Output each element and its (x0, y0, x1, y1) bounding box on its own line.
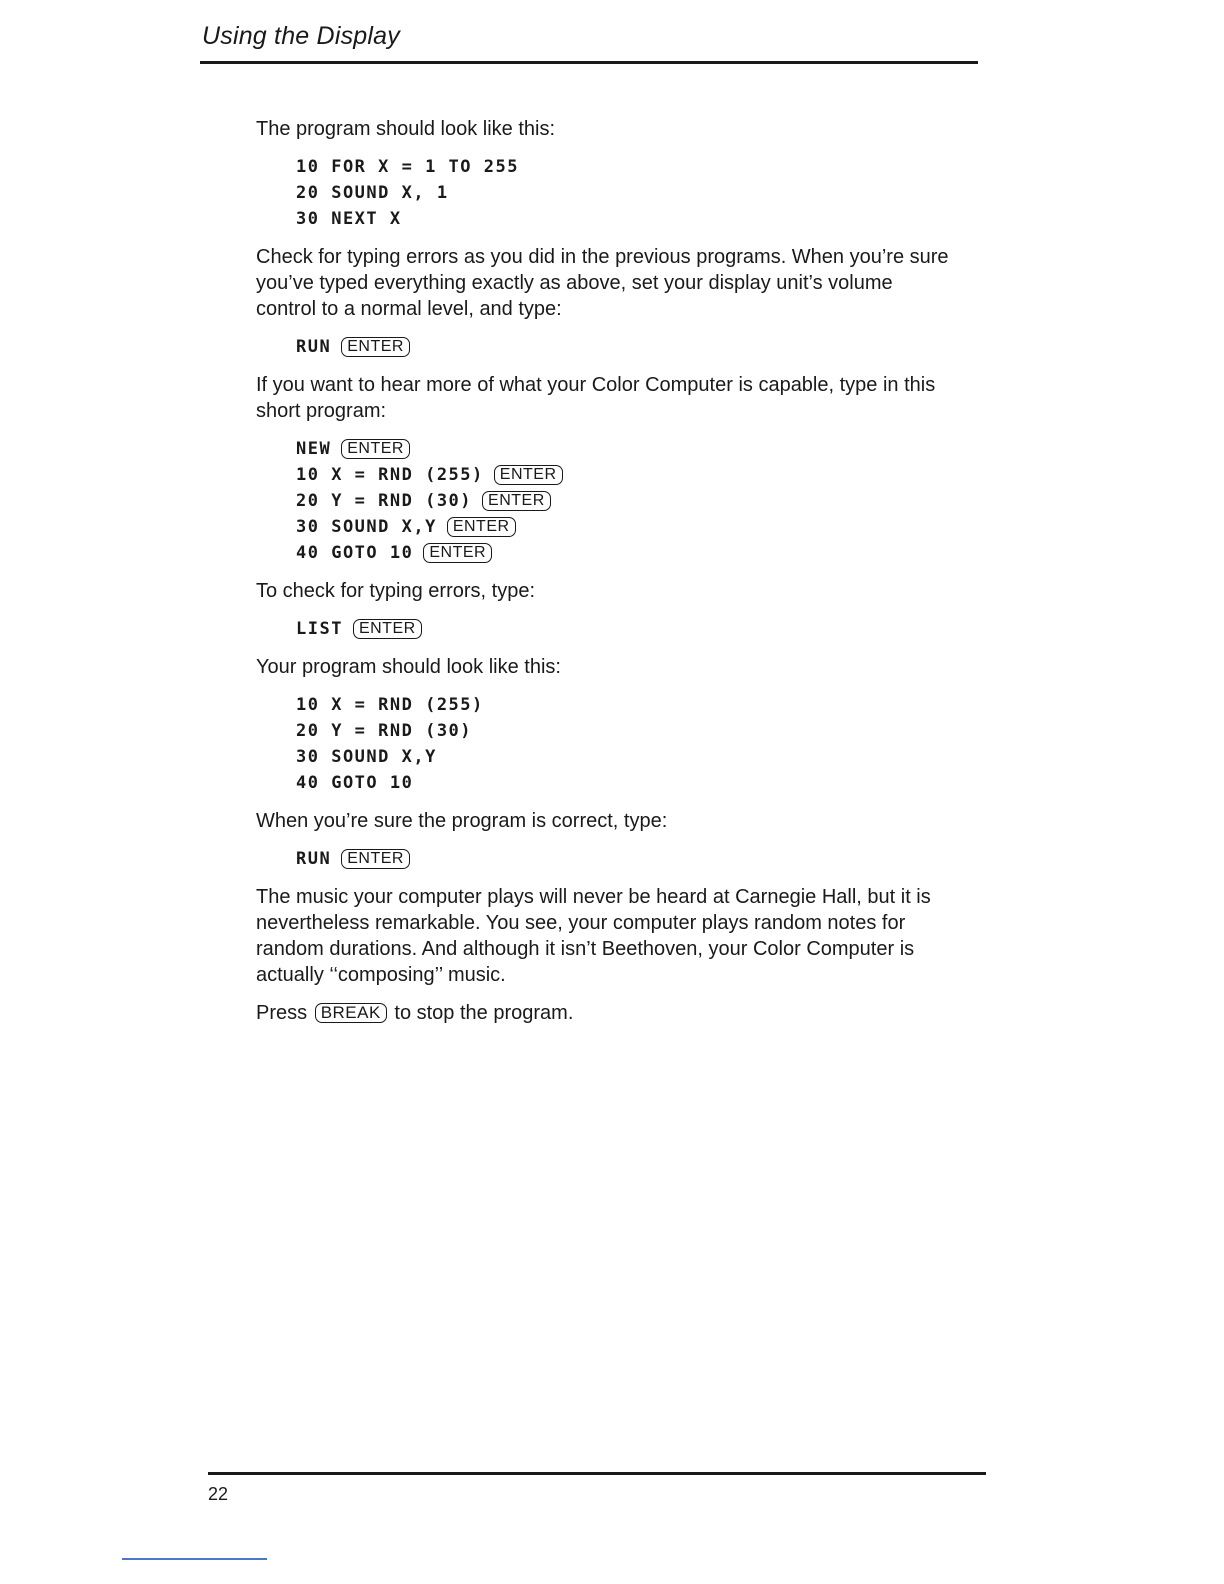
code-line: 30 SOUND X,Y (296, 747, 437, 767)
code-line: 20 SOUND X, 1 (296, 183, 449, 203)
code-block-list (296, 616, 956, 642)
footer-rule (208, 1472, 986, 1475)
enter-key-icon: ENTER (447, 517, 516, 537)
header-rule (200, 61, 978, 64)
paragraph-music: The music your computer plays will never be heard at Carnegie Hall, but it is nevertheless remarkable. You see, your computer plays random notes for random durations. And although it isn’t Beethoven, your Color Computer is actually ‘‘composing’’ music. (256, 886, 931, 986)
code-line: 20 Y = RND (30) (296, 721, 473, 741)
enter-key-icon: ENTER (341, 439, 410, 459)
code-line (296, 488, 956, 514)
code-block-run (296, 334, 956, 360)
code-line: 10 FOR X = 1 TO 255 (296, 157, 519, 177)
enter-key-icon: ENTER (494, 465, 563, 485)
enter-key-icon: ENTER (482, 491, 551, 511)
enter-key-icon: ENTER (341, 849, 410, 869)
code-command: 10 X = RND (255) (296, 465, 484, 485)
stop-text: to stop the program. (394, 1002, 574, 1024)
press-text: Press (256, 1002, 308, 1024)
code-line (296, 540, 956, 566)
code-line (296, 334, 956, 360)
code-block-random-music (296, 436, 956, 566)
paragraph-program-correct: When you’re sure the program is correct, type: (256, 810, 668, 832)
code-command: RUN (296, 849, 332, 869)
code-line (296, 514, 956, 540)
break-key-icon: BREAK (315, 1003, 387, 1023)
enter-key-icon: ENTER (423, 543, 492, 563)
code-block-listing (296, 692, 956, 796)
code-block-run-2 (296, 846, 956, 872)
code-line (296, 846, 956, 872)
paragraph-check-errors: Check for typing errors as you did in the previous programs. When you’re sure you’ve typed everything exactly as above, set your display unit’s volume control to a normal level, and type: (256, 246, 949, 320)
code-command: 30 SOUND X,Y (296, 517, 437, 537)
enter-key-icon: ENTER (341, 337, 410, 357)
code-line (296, 436, 956, 462)
paragraph-check-typing: To check for typing errors, type: (256, 580, 536, 602)
code-block-sound-loop (296, 154, 956, 232)
paragraph-intro: The program should look like this: (256, 118, 556, 140)
code-line: 10 X = RND (255) (296, 695, 484, 715)
page-number: 22 (208, 1484, 229, 1504)
page-header-title: Using the Display (202, 22, 400, 50)
paragraph-program-look: Your program should look like this: (256, 656, 561, 678)
code-line: 30 NEXT X (296, 209, 402, 229)
code-command: 40 GOTO 10 (296, 543, 414, 563)
code-command: NEW (296, 439, 332, 459)
code-command: 20 Y = RND (30) (296, 491, 473, 511)
paragraph-press-break (256, 1000, 956, 1026)
code-line (296, 462, 956, 488)
code-line (296, 616, 956, 642)
code-command: LIST (296, 619, 343, 639)
page-content (256, 116, 956, 1038)
paragraph-hear-more: If you want to hear more of what your Color Computer is capable, type in this short program: (256, 374, 936, 422)
code-command: RUN (296, 337, 332, 357)
code-line: 40 GOTO 10 (296, 773, 414, 793)
enter-key-icon: ENTER (353, 619, 422, 639)
footer-mark (122, 1558, 267, 1560)
